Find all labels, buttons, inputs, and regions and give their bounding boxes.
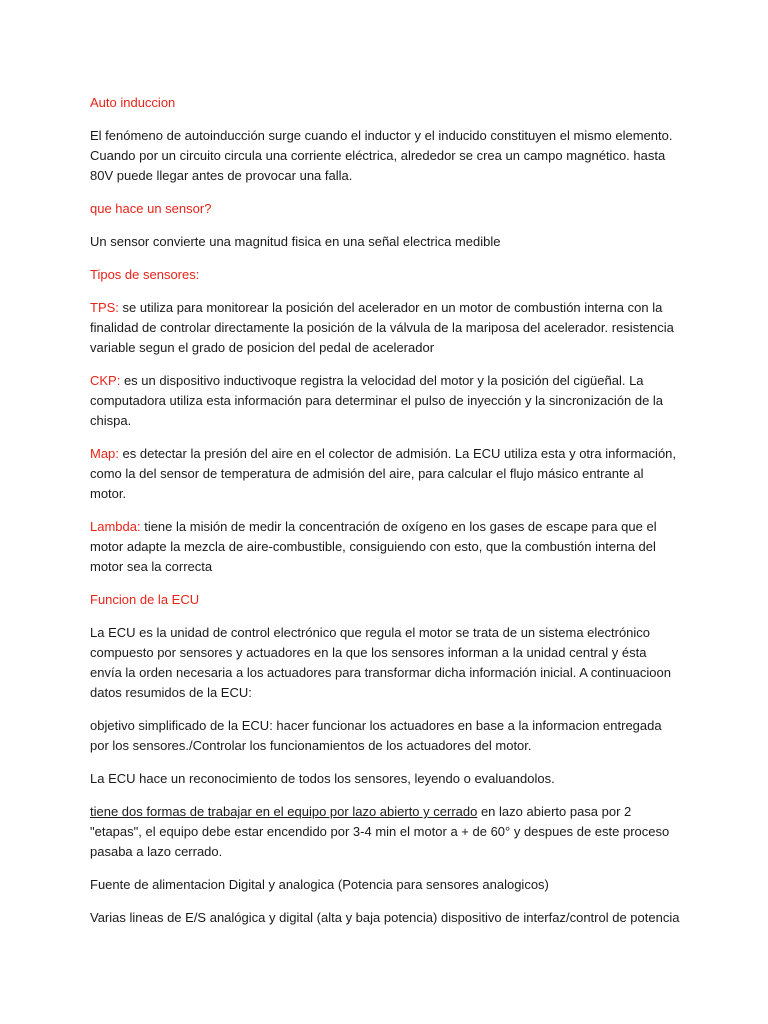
sensor-item-tps [90,298,680,358]
paragraph-ecu-objetivo: objetivo simplificado de la ECU: hacer funcionar los actuadores en base a la informacion entregada por los sensores./Controlar los funcionamientos de los actuadores del motor. [90,718,662,753]
sensor-item-ckp [90,371,680,431]
sensor-text-ckp: es un dispositivo inductivoque registra la velocidad del motor y la posición del cigüeñal. La computadora utiliza esta información para determinar el pulso de inyección y la sincronización de la chispa. [90,373,664,428]
paragraph-auto-induccion: El fenómeno de autoinducción surge cuando el inductor y el inducido constituyen el mismo elemento. Cuando por un circuito circula una corriente eléctrica, alrededor se crea un campo magnético. hasta 80V puede llegar antes de provocar una falla. [90,128,673,183]
heading-que-hace-sensor: que hace un sensor? [90,201,212,216]
sensor-item-lambda [90,517,680,577]
heading-tipos-sensores: Tipos de sensores: [90,267,200,282]
heading-funcion-ecu: Funcion de la ECU [90,592,200,607]
heading-auto-induccion: Auto induccion [90,95,176,110]
underlined-lazo-text: tiene dos formas de trabajar en el equipo por lazo abierto y cerrado [90,804,478,819]
paragraph-que-hace-sensor: Un sensor convierte una magnitud fisica en una señal electrica medible [90,234,501,249]
paragraph-ecu-lazo [90,802,680,862]
sensor-item-map [90,444,680,504]
paragraph-ecu-definicion: La ECU es la unidad de control electrónico que regula el motor se trata de un sistema electrónico compuesto por sensores y actuadores en la que los sensores informan a la unidad central y ésta envía la orden necesaria a los actuadores para transformar dicha información inicial. A continuacioon datos resumidos de la ECU: [90,625,672,700]
lazo-rest-text: en lazo abierto pasa por 2 "etapas", el equipo debe estar encendido por 3-4 min el motor a + de 60° y despues de este proceso pasaba a lazo cerrado. [90,804,670,859]
sensor-label-lambda: Lambda: [90,519,141,534]
paragraph-ecu-fuente: Fuente de alimentacion Digital y analogica (Potencia para sensores analogicos) [90,877,549,892]
sensor-label-ckp: CKP: [90,373,121,388]
sensor-label-tps: TPS: [90,300,119,315]
sensor-label-map: Map: [90,446,119,461]
document-page [90,93,680,941]
paragraph-ecu-reconocimiento: La ECU hace un reconocimiento de todos los sensores, leyendo o evaluandolos. [90,771,555,786]
paragraph-ecu-lineas: Varias lineas de E/S analógica y digital (alta y baja potencia) dispositivo de interfaz/control de potencia [90,910,680,925]
sensor-text-tps: se utiliza para monitorear la posición del acelerador en un motor de combustión interna con la finalidad de controlar directamente la posición de la válvula de la mariposa del acelerador. resistencia variable segun el grado de posicion del pedal de acelerador [90,300,674,355]
sensor-text-lambda: tiene la misión de medir la concentración de oxígeno en los gases de escape para que el motor adapte la mezcla de aire-combustible, consiguiendo con esto, que la combustión interna del motor sea la correcta [90,519,657,574]
sensor-text-map: es detectar la presión del aire en el colector de admisión. La ECU utiliza esta y otra información, como la del sensor de temperatura de admisión del aire, para calcular el flujo másico entrante al motor. [90,446,677,501]
